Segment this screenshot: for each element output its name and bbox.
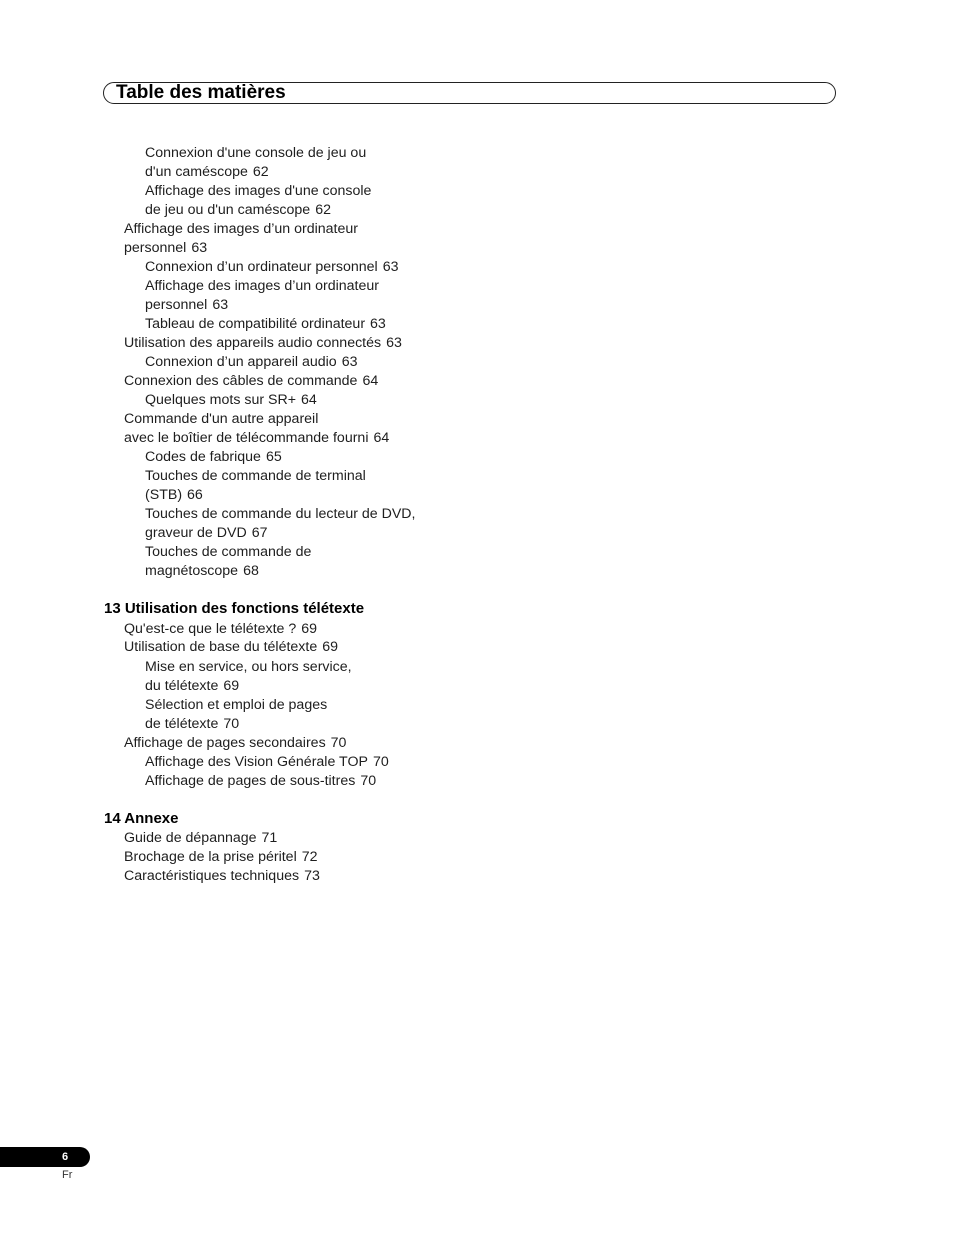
toc-entry: Sélection et emploi de pages: [145, 697, 328, 713]
toc-entry: Touches de commande de terminal: [145, 468, 366, 484]
toc-page-number: 63: [191, 240, 208, 256]
section-heading-13[interactable]: 13 Utilisation des fonctions télétexte: [104, 600, 365, 617]
toc-page-number: 69: [322, 639, 339, 655]
toc-page-number: 70: [223, 716, 240, 732]
toc-page-number: 70: [330, 735, 347, 751]
toc-entry: Touches de commande du lecteur de DVD,: [145, 506, 416, 522]
toc-page-number: 63: [341, 354, 358, 370]
toc-entry: Mise en service, ou hors service,: [145, 659, 352, 675]
page-number-tab: [0, 1147, 90, 1167]
toc-page-number: 62: [315, 202, 331, 218]
toc-page-number: 73: [304, 868, 320, 884]
toc-page-number: 62: [252, 164, 269, 180]
toc-page-number: 63: [382, 259, 399, 275]
toc-entry: Touches de commande de: [145, 544, 312, 560]
toc-page-number: 69: [223, 678, 240, 694]
page-number: 6: [62, 1151, 69, 1163]
toc-page-number: 67: [251, 525, 268, 541]
section-heading-14[interactable]: 14 Annexe: [104, 810, 179, 827]
toc-page-number: 64: [362, 373, 379, 389]
toc-page-number: 63: [212, 297, 229, 313]
toc-page-number: 72: [301, 849, 318, 865]
toc-page-number: 70: [360, 773, 377, 789]
toc-page-number: 63: [386, 335, 402, 351]
toc-page-number: 70: [372, 754, 389, 770]
toc-entry: Connexion d'une console de jeu ou: [145, 145, 367, 161]
toc-page-number: 64: [301, 392, 317, 408]
toc-page-number: 68: [243, 563, 259, 579]
toc-entry: Affichage des images d'une console: [145, 183, 372, 199]
language-code: Fr: [62, 1169, 73, 1181]
toc-page-number: 71: [261, 830, 278, 846]
toc-page-number: 65: [265, 449, 282, 465]
toc-entry: Affichage des images d’un ordinateur: [124, 221, 358, 237]
header-bar: [103, 82, 836, 104]
toc-entry: Affichage des images d’un ordinateur: [145, 278, 379, 294]
toc-page-number: 63: [370, 316, 386, 332]
toc-page-number: 66: [187, 487, 203, 503]
page-title: Table des matières: [116, 82, 286, 103]
toc-page-number: 64: [373, 430, 390, 446]
toc-entry: Commande d'un autre appareil: [124, 411, 319, 427]
toc-page-number: 69: [301, 621, 318, 637]
